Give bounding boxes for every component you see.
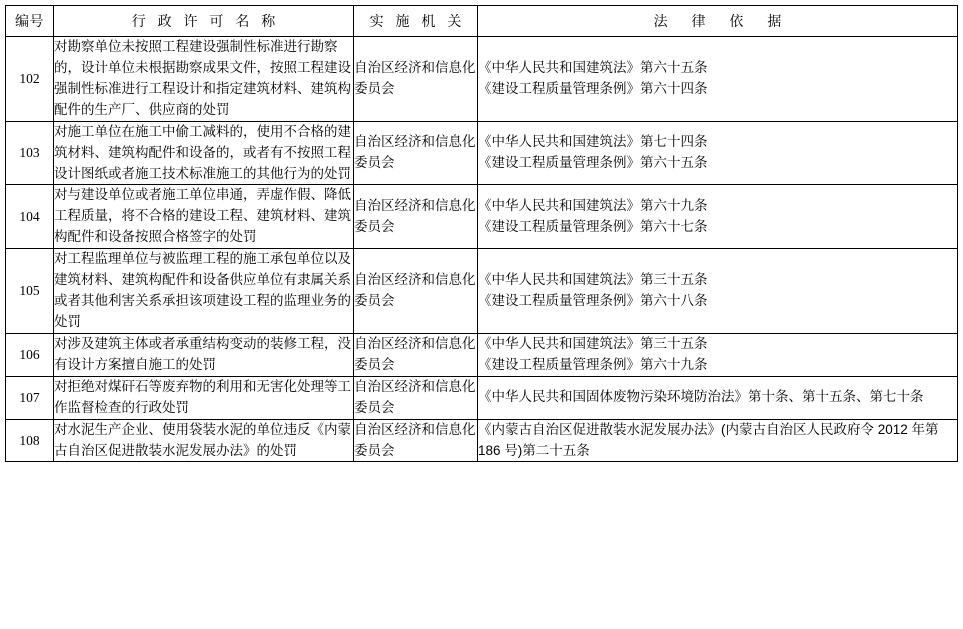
- table-body: [6, 37, 958, 462]
- permit-name: 对施工单位在施工中偷工减料的，使用不合格的建筑材料、建筑构配件和设备的，或者有不按照工程设计图纸或者施工技术标准施工的其他行为的处罚: [54, 121, 354, 185]
- legal-basis: [478, 121, 958, 185]
- implementing-organ: 自治区经济和信息化委员会: [354, 121, 478, 185]
- column-header-org: 实 施 机 关: [354, 6, 478, 37]
- column-header-name: 行 政 许 可 名 称: [54, 6, 354, 37]
- row-number: 107: [6, 376, 54, 419]
- administrative-permit-table: [5, 5, 958, 462]
- permit-name: 对与建设单位或者施工单位串通，弄虚作假、降低工程质量，将不合格的建设工程、建筑材料、建筑构配件和设备按照合格签字的处罚: [54, 185, 354, 249]
- legal-basis: [478, 333, 958, 376]
- permit-name: 对工程监理单位与被监理工程的施工承包单位以及建筑材料、建筑构配件和设备供应单位有隶属关系或者其他利害关系承担该项建设工程的监理业务的处罚: [54, 249, 354, 334]
- row-number: 106: [6, 333, 54, 376]
- table-header: [6, 6, 958, 37]
- table-header-row: [6, 6, 958, 37]
- legal-basis: [478, 376, 958, 419]
- table-row: [6, 185, 958, 249]
- implementing-organ: 自治区经济和信息化委员会: [354, 249, 478, 334]
- row-number: 104: [6, 185, 54, 249]
- permit-name: 对涉及建筑主体或者承重结构变动的装修工程，没有设计方案擅自施工的处罚: [54, 333, 354, 376]
- column-header-law: 法 律 依 据: [478, 6, 958, 37]
- implementing-organ: 自治区经济和信息化委员会: [354, 185, 478, 249]
- table-row: [6, 121, 958, 185]
- legal-basis-line: 《建设工程质量管理条例》第六十九条: [478, 356, 708, 372]
- legal-basis-line: 《中华人民共和国固体废物污染环境防治法》第十条、第十五条、第七十条: [478, 389, 924, 405]
- row-number: 102: [6, 37, 54, 122]
- permit-name: 对水泥生产企业、使用袋装水泥的单位违反《内蒙古自治区促进散装水泥发展办法》的处罚: [54, 419, 354, 462]
- implementing-organ: 自治区经济和信息化委员会: [354, 376, 478, 419]
- legal-basis: [478, 419, 958, 462]
- legal-basis: [478, 185, 958, 249]
- legal-basis-line: 《中华人民共和国建筑法》第三十五条: [478, 272, 708, 288]
- implementing-organ: 自治区经济和信息化委员会: [354, 333, 478, 376]
- legal-basis-line: 《中华人民共和国建筑法》第三十五条: [478, 335, 708, 351]
- column-header-no: 编号: [6, 6, 54, 37]
- legal-basis-line: 《建设工程质量管理条例》第六十七条: [478, 218, 708, 234]
- row-number: 105: [6, 249, 54, 334]
- table-row: [6, 37, 958, 122]
- table-row: [6, 376, 958, 419]
- table-row: [6, 249, 958, 334]
- legal-basis-line: 《建设工程质量管理条例》第六十四条: [478, 80, 708, 96]
- permit-name: 对勘察单位未按照工程建设强制性标准进行勘察的，设计单位未根据勘察成果文件，按照工程建设强制性标准进行工程设计和指定建筑材料、建筑构配件的生产厂、供应商的处罚: [54, 37, 354, 122]
- legal-basis-line: 《建设工程质量管理条例》第六十五条: [478, 155, 708, 171]
- legal-basis-line: 《内蒙古自治区促进散装水泥发展办法》(内蒙古自治区人民政府令 2012 年第 186 号)第二十五条: [478, 421, 939, 458]
- table-row: [6, 333, 958, 376]
- implementing-organ: 自治区经济和信息化委员会: [354, 37, 478, 122]
- permit-name: 对拒绝对煤矸石等废弃物的利用和无害化处理等工作监督检查的行政处罚: [54, 376, 354, 419]
- table-row: [6, 419, 958, 462]
- row-number: 108: [6, 419, 54, 462]
- legal-basis: [478, 249, 958, 334]
- legal-basis-line: 《中华人民共和国建筑法》第七十四条: [478, 134, 708, 150]
- legal-basis-line: 《中华人民共和国建筑法》第六十五条: [478, 59, 708, 75]
- legal-basis-line: 《建设工程质量管理条例》第六十八条: [478, 293, 708, 309]
- legal-basis-line: 《中华人民共和国建筑法》第六十九条: [478, 197, 708, 213]
- implementing-organ: 自治区经济和信息化委员会: [354, 419, 478, 462]
- row-number: 103: [6, 121, 54, 185]
- legal-basis: [478, 37, 958, 122]
